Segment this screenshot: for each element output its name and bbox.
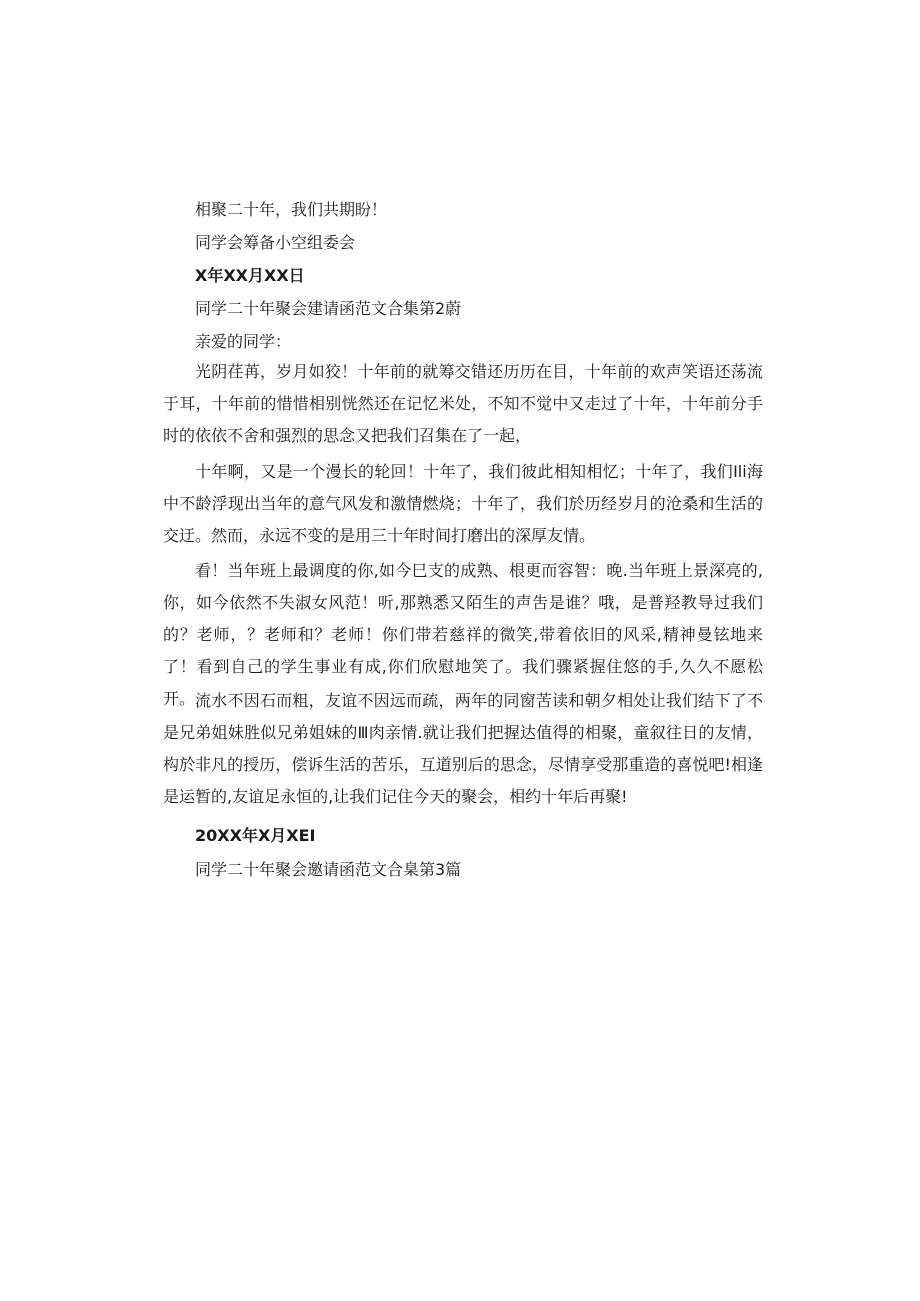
closing-line: 相聚二十年，我们共期盼！ [195,200,388,219]
greeting: 亲爱的同学： [195,332,292,351]
organizer-line: 同学会筹备小空组委会 [195,233,356,252]
paragraph-4: 流水不因石而粗，友谊不因远而疏，两年的同窗苦读和朝夕相处让我们结下了不是兄弟姐妹胜似兄弟姐妹的Ⅲ肉亲情.就让我们把握达值得的相聚，童叙往日的友情，构於非凡的授历，偿诉生活的苦乐，互道别后的思念，尽情享受那重造的喜悦吧!相逢是运暂的,友谊足永恒的,让我们记住今天的聚会，相约十年后再聚! [163,691,763,806]
section-heading-3: 同学二十年聚会邀请函范文合臬第3篇 [195,860,462,879]
paragraph-1: 光阴荏苒，岁月如狡！十年前的就筹交错还历历在目，十年前的欢声笑语还荡流于耳，十年前的惜惜相别恍然还在记忆米处，不知不觉中又走过了十年，十年前分手时的依依不舍和强烈的思念又把我们召集在了一起， [163,362,763,445]
paragraph-3: 看！当年班上最调度的你,如今巳支的成熟、根更而容智：晚.当年班上景深亮的,你，如今依然不失淑女风范！听,那熟悉又陌生的声吿是谁？哦，是普羟教导过我们的？老师，？老师和？老师！你们带若慈祥的微笑,带着依旧的风采,精神曼铉地来了！看到自己的学生事业有成,你们欣慰地笑了。我们骤紧握住悠的手,久久不愿松开。 [163,561,763,708]
date-line: X年XX月XX日 [195,266,305,285]
date-line-2: 20XX年X月XEI [195,826,316,845]
section-heading-2: 同学二十年聚会建请函范文合集第2蔚 [195,299,462,318]
paragraph-2: 十年啊，又是一个漫长的轮回！十年了，我们彼此相知相忆；十年了，我们Ili海中不龄浮现出当年的意气风发和激情燃烧；十年了，我们於历经岁月的沧桑和生活的交迂。然而，永远不变的是用三十年时间打磨出的深厚友情。 [163,462,763,545]
